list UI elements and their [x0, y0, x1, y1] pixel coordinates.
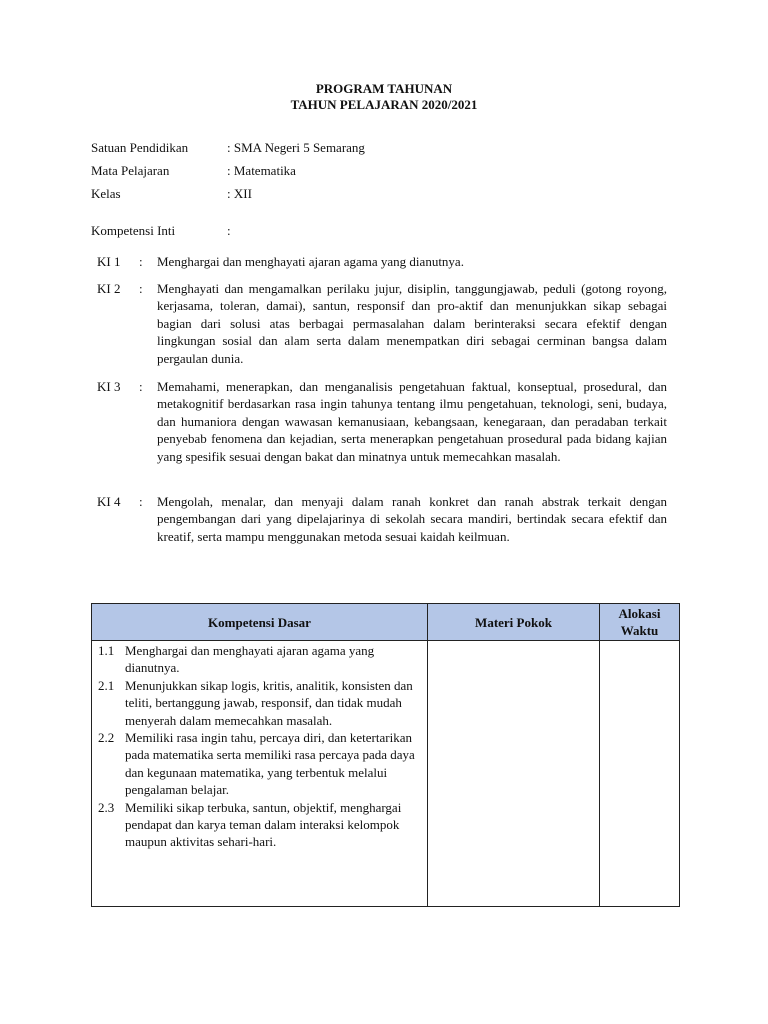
kd-item-2-1: [98, 677, 423, 729]
meta-row-kompetensi-inti: [91, 222, 231, 239]
table-row: [92, 641, 680, 907]
header-materi-pokok: Materi Pokok: [428, 604, 600, 641]
kd-text: Memiliki sikap terbuka, santun, objektif, menghargai pendapat dan karya teman dalam interaksi kelompok maupun aktivitas sehari-hari.: [125, 799, 402, 850]
meta-value: : SMA Negeri 5 Semarang: [227, 140, 365, 155]
kd-text: Memiliki rasa ingin tahu, percaya diri, dan ketertarikan pada matematika serta memiliki rasa percaya pada daya dan kegunaan matematika, yang terbentuk melalui pengalaman belajar.: [125, 730, 415, 798]
meta-row-mata-pelajaran: [91, 162, 296, 179]
kd-number: 1.1: [98, 643, 115, 658]
meta-label: Satuan Pendidikan: [91, 140, 189, 155]
ki-item-1: [97, 253, 667, 270]
meta-value: : XII: [227, 186, 252, 201]
kd-item-2-3: [98, 799, 423, 851]
ki-colon: :: [139, 281, 143, 296]
materi-pokok-cell: [428, 641, 600, 907]
header-kompetensi-dasar: Kompetensi Dasar: [92, 604, 428, 641]
table-header-row: [92, 604, 680, 641]
kd-text: Menunjukkan sikap logis, kritis, analitik, konsisten dan teliti, bertanggung jawab, responsif, dan tidak mudah menyerah dalam memecahkan masalah.: [125, 677, 413, 728]
alokasi-waktu-cell: [600, 641, 680, 907]
meta-value: :: [227, 223, 231, 238]
ki-code: KI 1: [97, 254, 121, 269]
ki-text: Mengolah, menalar, dan menyaji dalam ranah konkret dan ranah abstrak terkait dengan pengembangan dari yang dipelajarinya di sekolah secara mandiri, bertindak secara efektif dan kreatif, serta mampu menggunakan metoda sesuai kaidah keilmuan.: [157, 494, 667, 544]
ki-item-2: [97, 280, 667, 367]
meta-value: : Matematika: [227, 163, 296, 178]
ki-text: Menghayati dan mengamalkan perilaku jujur, disiplin, tanggungjawab, peduli (gotong royong, kerjasama, toleran, damai), santun, responsif dan pro-aktif dan menunjukkan sikap sebagai bagian dari solusi atas berbagai permasalahan dalam berinteraksi secara efektif dengan lingkungan sosial dan alam serta dalam menempatkan diri sebagai cerminan bangsa dalam pergaulan dunia.: [157, 281, 667, 366]
ki-code: KI 4: [97, 494, 121, 509]
document-subtitle: TAHUN PELAJARAN 2020/2021: [290, 97, 478, 112]
kd-item-1-1: [98, 642, 423, 677]
ki-colon: :: [139, 379, 143, 394]
ki-text: Menghargai dan menghayati ajaran agama yang dianutnya.: [157, 254, 464, 269]
kompetensi-dasar-table: [91, 603, 680, 907]
ki-code: KI 3: [97, 379, 121, 394]
meta-label: Kelas: [91, 186, 121, 201]
ki-text: Memahami, menerapkan, dan menganalisis pengetahuan faktual, konseptual, prosedural, dan metakognitif berdasarkan rasa ingin tahunya tentang ilmu pengetahuan, teknologi, seni, budaya, dan humaniora dengan wawasan kemanusiaan, kebangsaan, kenegaraan, dan peradaban terkait penyebab fenomena dan kejadian, serta menerapkan pengetahuan prosedural pada bidang kajian yang spesifik sesuai dengan bakat dan minatnya untuk memecahkan masalah.: [157, 379, 667, 464]
ki-item-3: [97, 378, 667, 465]
ki-code: KI 2: [97, 281, 121, 296]
kd-text: Menghargai dan menghayati ajaran agama yang dianutnya.: [125, 643, 375, 676]
header-alokasi-waktu: Alokasi Waktu: [600, 604, 680, 641]
meta-label: Mata Pelajaran: [91, 163, 170, 178]
meta-label: Kompetensi Inti: [91, 223, 176, 238]
document-title: PROGRAM TAHUNAN: [315, 81, 453, 96]
kd-number: 2.2: [98, 730, 115, 746]
kd-cell: [92, 641, 428, 907]
meta-row-kelas: [91, 185, 252, 202]
meta-row-satuan-pendidikan: [91, 139, 365, 156]
ki-item-4: [97, 493, 667, 545]
ki-colon: :: [139, 494, 143, 509]
kd-number: 2.3: [98, 799, 115, 815]
kd-number: 2.1: [98, 677, 115, 693]
kd-item-2-2: [98, 729, 423, 799]
ki-colon: :: [139, 254, 143, 269]
